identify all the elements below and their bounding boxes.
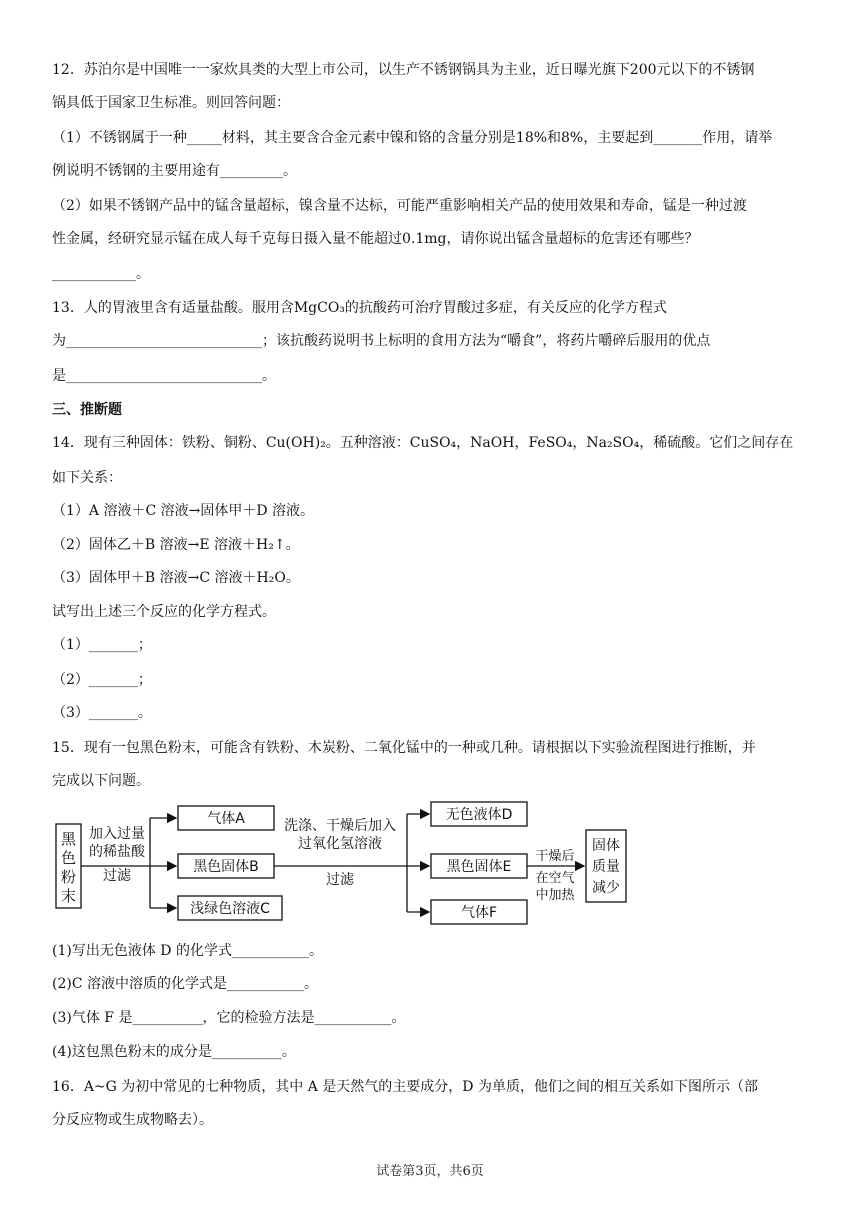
- q12-line-4: 例说明不锈钢的主要用途有_________。: [52, 163, 297, 179]
- q14-line-4: （2）固体乙＋B 溶液→E 溶液＋H₂↑。: [52, 537, 300, 553]
- flow-start-char-1: 黑: [60, 830, 77, 848]
- q14-line-5: （3）固体甲＋B 溶液→C 溶液＋H₂O。: [52, 570, 300, 586]
- q14-line-6: 试写出上述三个反应的化学方程式。: [52, 604, 276, 620]
- flow-end-line-1: 固体: [592, 838, 620, 854]
- flow-gas-f: 气体F: [460, 905, 498, 921]
- flow-step1-line-2: 的稀盐酸: [89, 844, 145, 860]
- q12-line-6: 性金属，经研究显示锰在成人每千克每日摄入量不能超过0.1mg，请你说出锰含量超标的危害还有哪些？: [52, 231, 699, 247]
- q13-line-3: 是____________________________。: [52, 368, 276, 384]
- flow-step1-line-1: 加入过量: [89, 826, 145, 842]
- flow-gas-a: 气体A: [207, 811, 245, 827]
- flow-step3-line-1: 干燥后: [535, 849, 575, 864]
- section-heading: 三、推断题: [52, 402, 122, 418]
- q14-line-1: 14．现有三种固体：铁粉、铜粉、Cu(OH)₂。五种溶液：CuSO₄，NaOH，FeSO₄，Na₂SO₄，稀硫酸。它们之间存在: [52, 435, 794, 451]
- flow-diagram: [50, 798, 640, 930]
- q15-part-4: (4)这包黑色粉末的成分是__________。: [52, 1044, 296, 1060]
- flow-liquid-d: 无色液体D: [445, 807, 513, 823]
- flow-step3-line-3: 中加热: [535, 888, 575, 903]
- q12-line-5: （2）如果不锈钢产品中的锰含量超标，镍含量不达标，可能严重影响相关产品的使用效果和寿命，锰是一种过渡: [52, 198, 747, 214]
- q14-line-7: （1）_______；: [52, 637, 152, 653]
- flow-start-char-2: 色: [60, 849, 77, 867]
- flow-solid-e: 黑色固体E: [446, 859, 512, 875]
- flow-step2-line-3: 过滤: [326, 872, 354, 888]
- q14-line-8: （2）_______；: [52, 672, 152, 688]
- page-footer: 试卷第3页，共6页: [376, 1164, 484, 1179]
- q15-part-2: (2)C 溶液中溶质的化学式是___________。: [52, 976, 318, 992]
- q12-line-7: ____________。: [52, 266, 150, 282]
- q15-line-1: 15．现有一包黑色粉末，可能含有铁粉、木炭粉、二氧化锰中的一种或几种。请根据以下实验流程图进行推断，并: [52, 740, 756, 756]
- q15-line-2: 完成以下问题。: [52, 773, 150, 789]
- q15-part-3: (3)气体 F 是__________，它的检验方法是___________。: [52, 1010, 406, 1026]
- flow-end-line-2: 质量: [592, 859, 620, 875]
- q14-line-3: （1）A 溶液＋C 溶液→固体甲＋D 溶液。: [52, 503, 315, 519]
- q16-line-2: 分反应物或生成物略去）。: [52, 1112, 213, 1128]
- q16-line-1: 16．A~G 为初中常见的七种物质，其中 A 是天然气的主要成分，D 为单质，他们之间的相互关系如下图所示（部: [52, 1079, 758, 1095]
- flow-start-char-4: 末: [60, 887, 77, 905]
- q14-line-9: （3）_______。: [52, 705, 152, 721]
- q14-line-2: 如下关系：: [52, 470, 122, 486]
- flow-solution-c: 浅绿色溶液C: [190, 901, 270, 917]
- flow-end-line-3: 减少: [592, 880, 620, 896]
- flow-step1-line-3: 过滤: [103, 868, 131, 884]
- q12-line-1: 12．苏泊尔是中国唯一一家炊具类的大型上市公司，以生产不锈钢锅具为主业，近日曝光旗下200元以下的不锈钢: [52, 62, 755, 78]
- flow-solid-b: 黑色固体B: [193, 859, 259, 875]
- flow-step3-line-2: 在空气: [535, 871, 575, 886]
- q12-line-3: （1）不锈钢属于一种_____材料，其主要含合金元素中镍和铬的含量分别是18%和8%，主要起到_______作用，请举: [52, 130, 773, 146]
- flow-start-char-3: 粉: [60, 868, 77, 886]
- q13-line-1: 13．人的胃液里含有适量盐酸。服用含MgCO₃的抗酸药可治疗胃酸过多症，有关反应的化学方程式: [52, 300, 667, 316]
- flow-step2-line-1: 洗涤、干燥后加入: [284, 818, 396, 834]
- flow-step2-line-2: 过氧化氢溶液: [298, 836, 382, 852]
- q12-line-2: 锅具低于国家卫生标准。则回答问题：: [52, 95, 290, 111]
- q15-part-1: (1)写出无色液体 D 的化学式___________。: [52, 943, 323, 959]
- q13-line-2: 为____________________________；该抗酸药说明书上标明的食用方法为“嚼食”，将药片嚼碎后服用的优点: [52, 333, 711, 349]
